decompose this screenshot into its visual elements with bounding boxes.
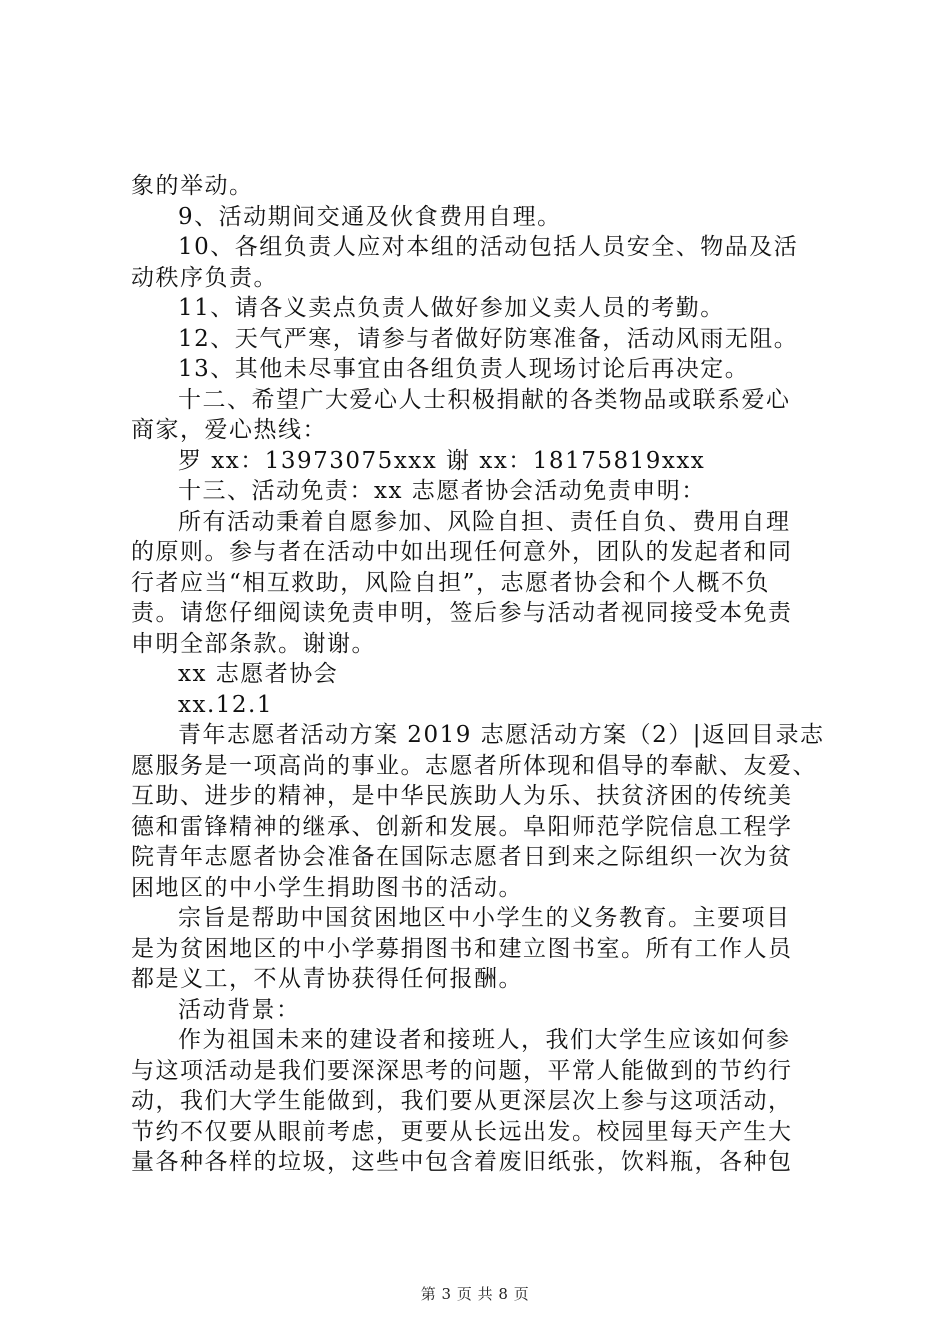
text-line: 行者应当“相互救助，风险自担”，志愿者协会和个人概不负	[131, 569, 771, 596]
text-line: 十三、活动免责：xx 志愿者协会活动免责申明：	[178, 478, 706, 504]
text-line: xx 志愿者协会	[178, 661, 339, 687]
text-line: 罗 xx：13973075xxx 谢 xx：18175819xxx	[178, 447, 706, 474]
text-line: 10、各组负责人应对本组的活动包括人员安全、物品及活	[178, 234, 799, 260]
text-line: 11、请各义卖点负责人做好参加义卖人员的考勤。	[178, 295, 725, 321]
text-line: 青年志愿者活动方案 2019 志愿活动方案（2）|返回目录志	[178, 722, 825, 748]
text-line: 困地区的中小学生捐助图书的活动。	[131, 874, 523, 901]
text-line: 12、天气严寒，请参与者做好防寒准备，活动风雨无阻。	[178, 325, 799, 352]
text-line: 9、活动期间交通及伙食费用自理。	[178, 203, 562, 230]
text-line: 象的举动。	[131, 173, 254, 199]
text-line: 与这项活动是我们要深深思考的问题，平常人能做到的节约行	[131, 1057, 793, 1084]
text-line: 申明全部条款。谢谢。	[131, 630, 376, 657]
text-line: 宗旨是帮助中国贫困地区中小学生的义务教育。主要项目	[178, 905, 791, 931]
text-line: 责。请您仔细阅读免责申明，签后参与活动者视同接受本免责	[131, 600, 793, 626]
text-line: 动，我们大学生能做到，我们要从更深层次上参与这项活动，	[131, 1088, 793, 1114]
text-line: 活动背景：	[178, 996, 301, 1023]
text-line: 十二、希望广大爱心人士积极捐献的各类物品或联系爱心	[178, 386, 791, 413]
text-line: 13、其他未尽事宜由各组负责人现场讨论后再决定。	[178, 356, 750, 382]
text-line: 商家，爱心热线：	[131, 417, 327, 443]
text-line: 节约不仅要从眼前考虑，更要从长远出发。校园里每天产生大	[131, 1118, 793, 1145]
text-line: xx.12.1	[178, 691, 273, 718]
text-line: 院青年志愿者协会准备在国际志愿者日到来之际组织一次为贫	[131, 844, 793, 870]
text-line: 的原则。参与者在活动中如出现任何意外，团队的发起者和同	[131, 539, 793, 565]
text-line: 动秩序负责。	[131, 264, 278, 291]
text-line: 德和雷锋精神的继承、创新和发展。阜阳师范学院信息工程学	[131, 813, 793, 840]
text-line: 量各种各样的垃圾，这些中包含着废旧纸张，饮料瓶，各种包	[131, 1149, 793, 1175]
text-line: 互助、进步的精神，是中华民族助人为乐、扶贫济困的传统美	[131, 783, 793, 809]
text-line: 愿服务是一项高尚的事业。志愿者所体现和倡导的奉献、友爱、	[131, 752, 817, 779]
document-body	[131, 171, 831, 1178]
text-line: 作为祖国未来的建设者和接班人，我们大学生应该如何参	[178, 1027, 791, 1053]
text-line: 所有活动秉着自愿参加、风险自担、责任自负、费用自理	[178, 508, 791, 535]
text-line: 是为贫困地区的中小学募捐图书和建立图书室。所有工作人员	[131, 935, 793, 962]
text-line: 都是义工，不从青协获得任何报酬。	[131, 966, 523, 992]
page-footer: 第 3 页 共 8 页	[420, 1285, 530, 1303]
